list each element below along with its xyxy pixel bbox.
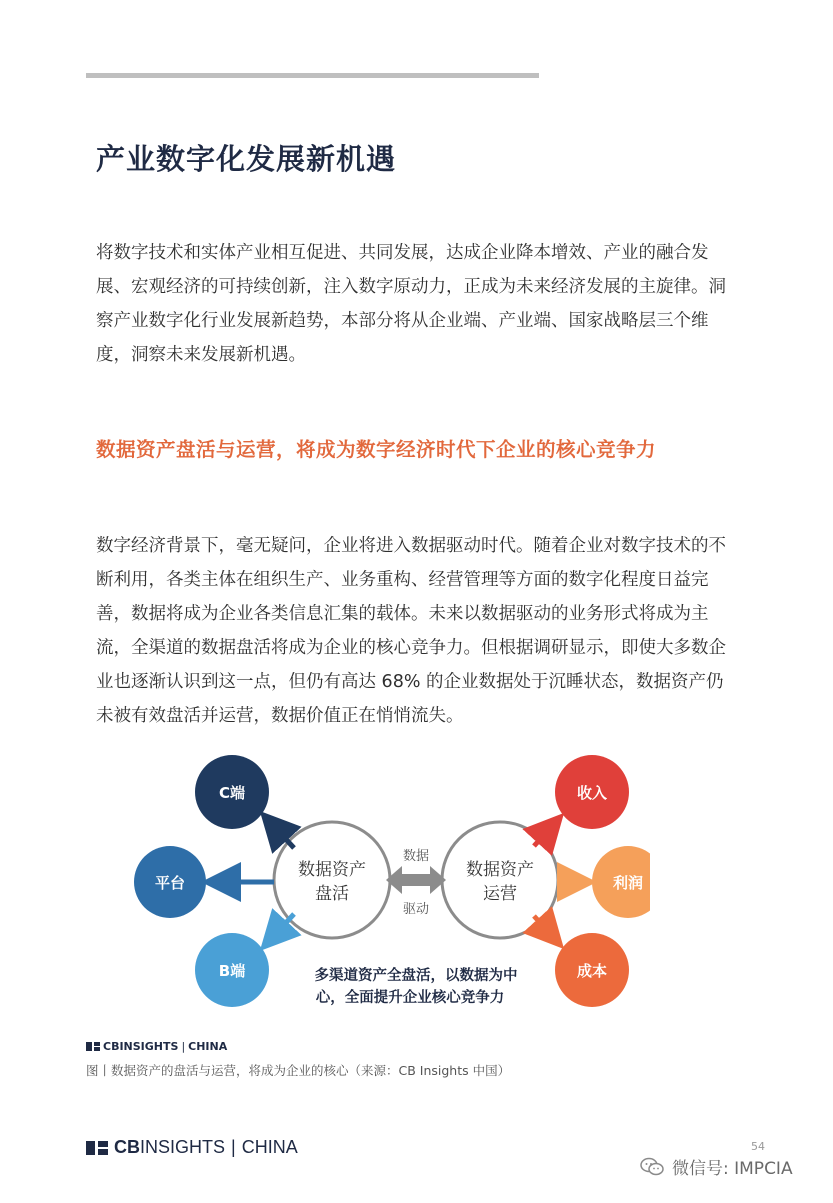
body-paragraph: 数字经济背景下，毫无疑问，企业将进入数据驱动时代。随着企业对数字技术的不断利用，各类主体在组织生产、业务重构、经营管理等方面的数字化程度日益完善，数据将成为企业各类信息汇集的载体。未来以数据驱动的业务形式将成为主流，全渠道的数据盘活将成为企业的核心竞争力。但根据调研显示，即使大多数企业也逐渐认识到这一点，但仍有高达 68% 的企业数据处于沉睡状态，数据资产仍未被有效盘活并运营，数据价值正在悄悄流失。: [96, 536, 726, 726]
node-b-end-label: B端: [218, 962, 246, 980]
data-asset-diagram: [120, 748, 650, 1022]
watermark-text: 微信号: IMPCIA: [672, 1159, 793, 1179]
source-logo-region: CHINA: [188, 1040, 228, 1053]
conclusion-line2: 心，全面提升企业核心竞争力: [315, 990, 505, 1006]
activation-label-line1: 数据资产: [298, 860, 366, 880]
source-logo: CBINSIGHTS | CHINA: [86, 1040, 227, 1053]
page-number: 54: [751, 1140, 765, 1153]
node-platform-label: 平台: [154, 874, 186, 892]
footer-logo: CB INSIGHTS | CHINA: [86, 1137, 298, 1158]
node-cost-label: 成本: [576, 962, 608, 980]
diagram-svg: [120, 748, 650, 1018]
wechat-icon: [640, 1157, 664, 1177]
conclusion-line1: 多渠道资产全盘活，以数据为中: [314, 968, 518, 984]
footer-brand-bold: CB: [114, 1137, 140, 1157]
arrow-bottom-label: 驱动: [402, 902, 430, 917]
operation-label-line1: 数据资产: [466, 860, 534, 880]
cb-logo-icon: [86, 1042, 100, 1051]
figure-caption: 图丨数据资产的盘活与运营，将成为企业的核心（来源：CB Insights 中国）: [86, 1063, 511, 1078]
double-arrow: [386, 866, 446, 894]
activation-label-line2: 盘活: [315, 884, 349, 904]
cb-logo-icon: [86, 1141, 108, 1155]
arrow-to-b-end: [270, 914, 294, 940]
footer-brand-rest: INSIGHTS: [140, 1137, 226, 1157]
activation-circle: [274, 822, 390, 938]
source-logo-brand: CBINSIGHTS: [103, 1040, 179, 1053]
arrow-to-c-end: [270, 822, 294, 848]
page-title: 产业数字化发展新机遇: [96, 142, 397, 176]
top-divider: [86, 73, 539, 78]
footer-region: CHINA: [241, 1137, 298, 1157]
wechat-watermark: [640, 1154, 793, 1179]
intro-paragraph: 将数字技术和实体产业相互促进、共同发展，达成企业降本增效、产业的融合发展、宏观经济的可持续创新，注入数字原动力，正成为未来经济发展的主旋律。洞察产业数字化行业发展新趋势，本部分将从企业端、产业端、国家战略层三个维度，洞察未来发展新机遇。: [96, 243, 726, 365]
node-income-label: 收入: [576, 784, 608, 802]
section-subheading: 数据资产盘活与运营，将成为数字经济时代下企业的核心竞争力: [96, 438, 657, 461]
node-c-end-label: C端: [218, 784, 246, 802]
operation-label-line2: 运营: [483, 884, 517, 904]
arrow-top-label: 数据: [402, 849, 430, 864]
node-profit-label: 利润: [612, 874, 644, 892]
